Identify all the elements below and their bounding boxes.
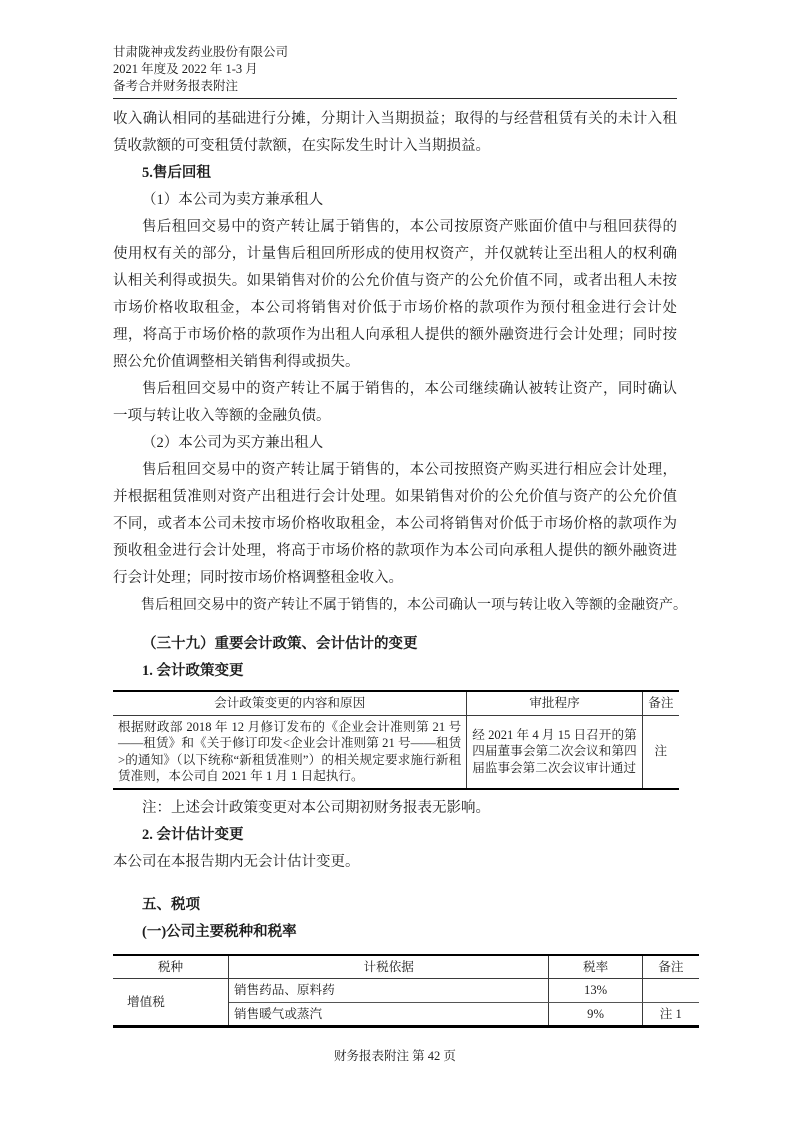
tax-table-cell-type: 增值税 xyxy=(113,979,228,1027)
tax-table-cell-rate-1: 13% xyxy=(549,979,642,1003)
policy-table-cell-note: 注 xyxy=(654,744,668,759)
paragraph-estimate-change: 本公司在本报告期内无会计估计变更。 xyxy=(113,853,360,870)
heading-tax-section: 五、税项 xyxy=(142,896,200,913)
policy-table-header-note: 备注 xyxy=(642,691,679,715)
tax-table-cell-rate-2: 9% xyxy=(549,1002,642,1027)
heading-seller-lessee: （1）本公司为卖方兼承租人 xyxy=(142,192,324,208)
tax-table-header-row xyxy=(113,955,699,979)
paragraph-seller-lessee-1: 售后租回交易中的资产转让属于销售的，本公司按原资产账面价值中与租回获得的使用权有关的部分，计量售后租回所形成的使用权资产，并仅就转让至出租人的权利确认相关利得或损失。如果销售对价的公允价值与资产的公允价值不同，或者出租人未按市场价格收取租金，本公司将销售对价低于市场价格的款项作为预付租金进行会计处理，将高于市场价格的款项作为出租人向承租人提供的额外融资进行会计处理；同时按照公允价值调整相关销售利得或损失。 xyxy=(113,219,677,370)
paragraph-buyer-lessor-1: 售后租回交易中的资产转让属于销售的，本公司按照资产购买进行相应会计处理，并根据租赁准则对资产出租进行会计处理。如果销售对价的公允价值与资产的公允价值不同，或者本公司未按市场价格收取租金，本公司将销售对价低于市场价格的款项作为预收租金进行会计处理，将高于市场价格的款项作为本公司向承租人提供的额外融资进行会计处理；同时按市场价格调整租金收入。 xyxy=(113,462,677,586)
tax-table-header-note: 备注 xyxy=(642,955,699,979)
policy-table-cell-approval: 经 2021 年 4 月 15 日召开的第四届董事会第二次会议和第四届监事会第二次会议审计通过 xyxy=(467,715,642,789)
document-header xyxy=(113,44,677,99)
tax-table-cell-note-2: 注 1 xyxy=(659,1006,682,1021)
tax-table-header-rate: 税率 xyxy=(549,955,642,979)
policy-table-header-content: 会计政策变更的内容和原因 xyxy=(113,691,467,715)
paragraph-buyer-lessor-2: 售后租回交易中的资产转让不属于销售的，本公司确认一项与转让收入等额的金融资产。 xyxy=(141,598,687,613)
document-body xyxy=(113,106,687,1028)
heading-policy-change: 1. 会计政策变更 xyxy=(142,663,244,679)
heading-estimate-change: 2. 会计估计变更 xyxy=(142,826,244,843)
policy-change-table xyxy=(113,690,679,790)
paragraph-policy-note: 注：上述会计政策变更对本公司期初财务报表无影响。 xyxy=(142,799,490,816)
policy-table-header-approval: 审批程序 xyxy=(467,691,642,715)
tax-table-cell-basis-2: 销售暖气或蒸汽 xyxy=(228,1002,549,1027)
heading-buyer-lessor: （2）本公司为买方兼出租人 xyxy=(142,435,324,451)
tax-rate-table xyxy=(113,954,699,1029)
policy-table-cell-content: 根据财政部 2018 年 12 月修订发布的《企业会计准则第 21 号——租赁》和《关于修订印发<企业会计准则第 21 号——租赁>的通知》（以下统称“新租赁准则”）的相关规定要求施行新租赁准则，本公司自 2021 年 1 月 1 日起执行。 xyxy=(113,715,467,789)
policy-table-header-row xyxy=(113,691,679,715)
heading-sale-leaseback: 5.售后回租 xyxy=(142,165,211,181)
tax-table-cell-note-1 xyxy=(642,979,699,1003)
tax-table-header-type: 税种 xyxy=(113,955,228,979)
policy-table-row xyxy=(113,715,679,789)
header-company-name: 甘肃陇神戎发药业股份有限公司 xyxy=(113,45,289,59)
paragraph-seller-lessee-2: 售后租回交易中的资产转让不属于销售的，本公司继续确认被转让资产，同时确认一项与转让收入等额的金融负债。 xyxy=(113,381,677,424)
paragraph-lease-income-continuation: 收入确认相同的基础进行分摊，分期计入当期损益；取得的与经营租赁有关的未计入租赁收款额的可变租赁付款额，在实际发生时计入当期损益。 xyxy=(113,111,677,154)
header-report-period: 2021 年度及 2022 年 1-3 月 xyxy=(113,62,258,76)
tax-table-cell-basis-1: 销售药品、原料药 xyxy=(228,979,549,1003)
header-doc-type: 备考合并财务报表附注 xyxy=(113,79,239,93)
page-footer: 财务报表附注 第 42 页 xyxy=(334,1049,456,1063)
tax-table-header-basis: 计税依据 xyxy=(228,955,549,979)
tax-table-row-1 xyxy=(113,979,699,1003)
heading-policy-estimate-changes: （三十九）重要会计政策、会计估计的变更 xyxy=(142,636,418,652)
heading-tax-types-rates: (一)公司主要税种和税率 xyxy=(142,923,297,940)
